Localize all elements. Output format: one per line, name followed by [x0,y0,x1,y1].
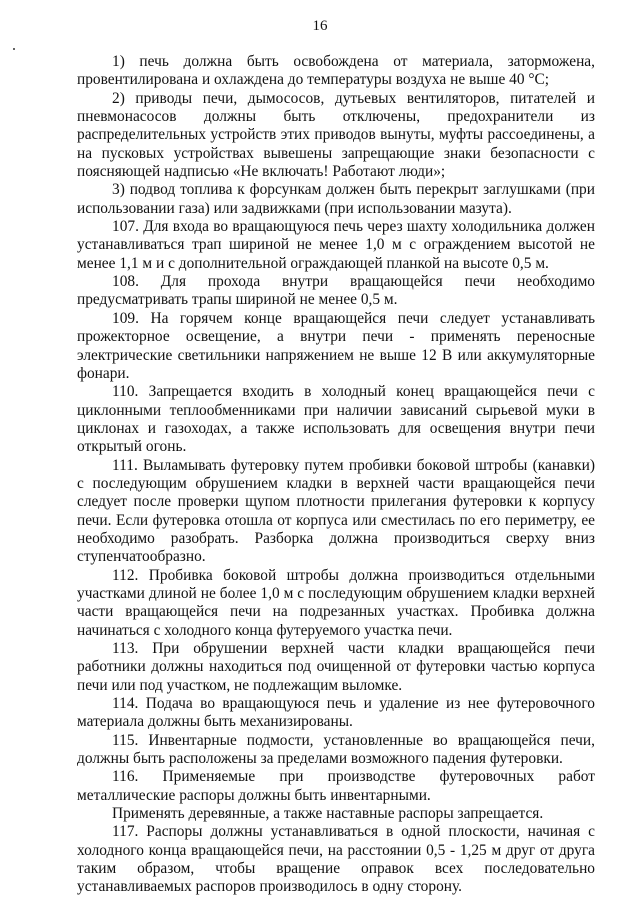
paragraph-116: 116. Применяемые при производстве футеровочных работ металлические распоры должны быть инвентарными. [77,768,595,804]
paragraph-109: 109. На горячем конце вращающейся печи следует устанавливать прожекторное освещение, а внутри печи - применять переносные электрические светильники напряжением не выше 12 В или аккумуляторные фонари. [77,309,595,382]
paragraph-114: 114. Подача во вращающуюся печь и удаление из нее футеровочного материала должны быть механизированы. [77,695,595,731]
paragraph-item-3: 3) подвод топлива к форсункам должен быть перекрыт заглушками (при использовании газа) или задвижками (при использовании мазута). [77,181,595,217]
paragraph-item-2: 2) приводы печи, дымососов, дутьевых вентиляторов, питателей и пневмонасосов должны быть отключены, предохранители из распределительных устройств этих приводов вынуты, муфты рассоединены, а на пусковых устройствах вывешены запрещающие знаки безопасности с поясняющей надписью «Не включать! Работают люди»; [77,89,595,181]
paragraph-110: 110. Запрещается входить в холодный конец вращающейся печи с циклонными теплообменниками при наличии зависаний сырьевой муки в циклонах и газоходах, а также использовать для освещения внутри печи открытый огонь. [77,383,595,456]
paragraph-111: 111. Выламывать футеровку путем пробивки боковой штробы (канавки) с последующим обрушением кладки в верхней части вращающейся печи следует после проверки щупом плотности прилегания футеровки к корпусу печи. Если футеровка отошла от корпуса или сместилась по его периметру, ее необходимо разобрать. Разборка должна производиться сверху вниз ступенчатообразно. [77,456,595,566]
paragraph-117: 117. Распоры должны устанавливаться в одной плоскости, начиная с холодного конца вращающейся печи, на расстоянии 0,5 - 1,25 м друг от друга таким образом, чтобы вращение оправок всех последовательно устанавливаемых распоров производилось в одну сторону. [77,823,595,896]
scan-speck [13,48,15,50]
paragraph-116-note: Применять деревянные, а также наставные распоры запрещается. [112,805,544,823]
paragraph-107: 107. Для входа во вращающуюся печь через шахту холодильника должен устанавливаться трап шириной не менее 1,0 м с ограждением высотой не менее 1,1 м и с дополнительной ограждающей планкой на высоте 0,5 м. [77,218,595,272]
paragraph-item-1: 1) печь должна быть освобождена от материала, заторможена, провентилирована и охлаждена до температуры воздуха не выше 40 °C; [77,53,595,89]
document-body [77,53,595,897]
paragraph-113: 113. При обрушении верхней части кладки вращающейся печи работники должны находиться под очищенной от футеровки частью корпуса печи или под участком, не подлежащим выломке. [77,640,595,694]
page-number: 16 [312,18,328,34]
paragraph-112: 112. Пробивка боковой штробы должна производиться отдельными участками длиной не более 1,0 м с последующим обрушением кладки верхней части вращающейся печи на подрезанных участках. Пробивка должна начинаться с холодного конца футеруемого участка печи. [77,566,595,639]
paragraph-115: 115. Инвентарные подмости, установленные во вращающейся печи, должны быть расположены за пределами возможного падения футеровки. [77,731,595,768]
paragraph-108: 108. Для прохода внутри вращающейся печи необходимо предусматривать трапы шириной не менее 0,5 м. [77,273,595,309]
